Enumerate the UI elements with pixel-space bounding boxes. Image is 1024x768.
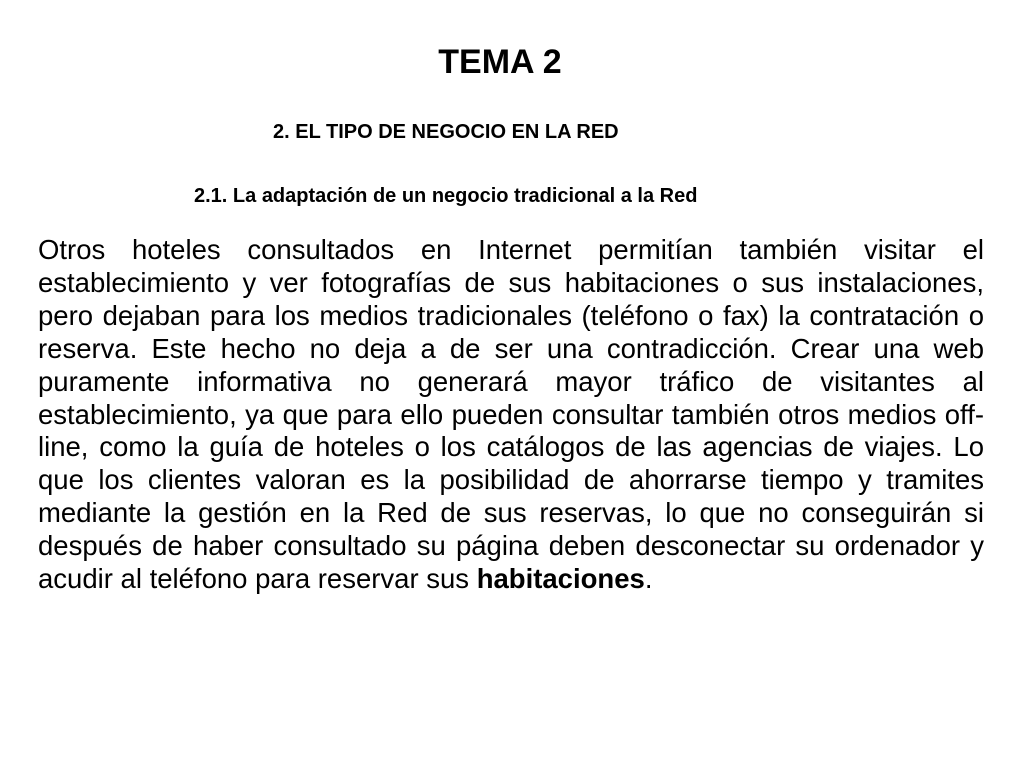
body-emphasis: habitaciones (476, 563, 645, 595)
section-heading: 2. EL TIPO DE NEGOCIO EN LA RED (273, 121, 619, 143)
body-text: Otros hoteles consultados en Internet permitían también visitar el establecimiento y ver fotografías de sus habitaciones o sus instalaciones, pero dejaban para los medios tradicionales (teléfono o fax) la contratación o reserva. Este hecho no deja a de ser una contradicción. Crear una web puramente informativa no generará mayor tráfico de visitantes al establecimiento, ya que para ello pueden consultar también otros medios off-line, como la guía de hoteles o los catálogos de las agencias de viajes. Lo que los clientes valoran es la posibilidad de ahorrarse tiempo y tramites mediante la gestión en la Red de sus reservas, lo que no conseguirán si después de haber consultado su página deben desconectar su ordenador y acudir al teléfono para reservar sus (38, 234, 984, 595)
slide-title: TEMA 2 (438, 43, 562, 81)
body-ending: . (644, 563, 653, 595)
body-paragraph (38, 234, 984, 596)
subsection-heading: 2.1. La adaptación de un negocio tradicional a la Red (194, 185, 698, 207)
